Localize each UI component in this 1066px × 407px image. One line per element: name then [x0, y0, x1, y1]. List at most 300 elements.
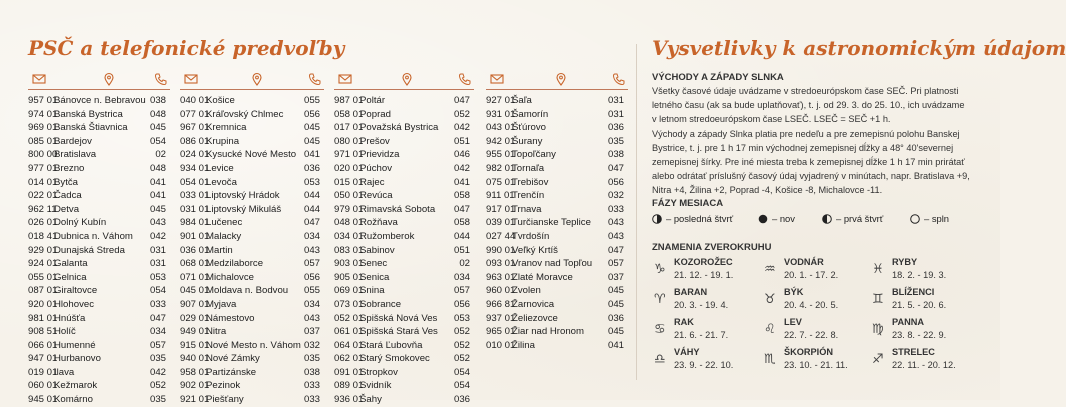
postal-row	[180, 244, 324, 258]
postal-row	[180, 379, 324, 393]
city-name: Martin	[206, 244, 233, 256]
postal-code: 048 01	[334, 217, 364, 229]
postal-code: 019 01	[28, 366, 58, 378]
postal-column-1	[28, 94, 170, 407]
city-name: Levoča	[206, 176, 237, 188]
postal-code: 091 01	[334, 366, 364, 378]
postal-code: 087 01	[28, 285, 58, 297]
postal-code: 984 01	[180, 217, 210, 229]
area-code: 055	[303, 95, 320, 106]
area-code: 057	[453, 285, 470, 297]
city-name: Piešťany	[206, 394, 244, 406]
aquarius-icon: ♒	[764, 262, 776, 277]
postal-code: 945 01	[28, 394, 58, 406]
postal-row	[334, 298, 474, 312]
area-code: 056	[303, 108, 320, 120]
zodiac-name: BÝK	[784, 287, 804, 297]
postal-row	[28, 148, 170, 162]
postal-row	[28, 325, 170, 339]
postal-row	[28, 393, 170, 407]
postal-code: 073 01	[334, 298, 364, 310]
postal-row	[180, 135, 324, 149]
sunrise-line: Všetky časové údaje uvádzame v stredoeurópskom čase SEČ. Pri platnosti	[652, 86, 959, 96]
city-name: Šaľa	[512, 95, 532, 106]
moon-heading: FÁZY MESIACA	[652, 198, 724, 209]
area-code: 047	[607, 244, 624, 256]
area-code: 042	[149, 230, 166, 242]
postal-code: 901 01	[180, 230, 210, 242]
postal-row	[486, 135, 628, 149]
area-code: 051	[453, 244, 470, 256]
postal-row	[486, 94, 628, 108]
postal-row	[28, 379, 170, 393]
envelope-icon	[32, 72, 46, 86]
postal-code: 071 01	[180, 271, 210, 283]
city-name: Poltár	[360, 95, 386, 106]
phone-icon	[612, 72, 626, 86]
postal-row	[334, 244, 474, 258]
area-code: 032	[303, 339, 320, 351]
postal-code: 034 01	[334, 230, 364, 242]
city-name: Banská Štiavnica	[54, 122, 128, 134]
zodiac-name: RAK	[674, 317, 694, 327]
postal-row	[334, 230, 474, 244]
city-name: Giraltovce	[54, 285, 98, 297]
area-code: 055	[303, 285, 320, 297]
postal-code: 974 01	[28, 108, 58, 120]
city-name: Hnúšťa	[54, 312, 86, 324]
area-code: 044	[303, 203, 320, 215]
area-code: 053	[303, 176, 320, 188]
postal-code: 024 01	[180, 149, 210, 161]
city-name: Sobrance	[360, 298, 402, 310]
area-code: 045	[303, 135, 320, 147]
postal-row	[486, 312, 628, 326]
phone-icon	[308, 72, 322, 86]
sunrise-line: Východy a západy Slnka platia pre nedeľu a pre zemepisnú polohu Banskej	[652, 128, 960, 139]
postal-code: 010 01	[486, 339, 516, 351]
area-code: 036	[607, 312, 624, 324]
area-code: 037	[607, 271, 624, 283]
area-code: 038	[303, 366, 320, 378]
postal-code: 054 01	[180, 176, 210, 188]
area-code: 037	[303, 326, 320, 338]
postal-code: 017 01	[334, 122, 364, 134]
postal-code: 015 01	[334, 176, 364, 188]
city-name: Bánovce n. Bebravou	[54, 95, 146, 106]
postal-code: 960 01	[486, 285, 516, 297]
city-name: Holíč	[54, 326, 76, 338]
city-name: Šurany	[512, 135, 543, 147]
area-code: 054	[149, 135, 166, 147]
city-name: Senec	[360, 258, 388, 270]
postal-row	[28, 366, 170, 380]
postal-row	[334, 94, 474, 108]
city-name: Košice	[206, 95, 235, 106]
postal-code: 069 01	[334, 285, 364, 297]
zodiac-sign	[764, 347, 874, 381]
postal-code: 029 01	[180, 312, 210, 324]
postal-row	[28, 271, 170, 285]
area-code: 047	[607, 162, 624, 174]
city-name: Bratislava	[54, 149, 97, 161]
postal-code: 800 00	[28, 149, 58, 161]
postal-code: 903 01	[334, 258, 364, 270]
city-name: Nové Mesto n. Váhom	[206, 339, 301, 351]
postal-row	[28, 216, 170, 230]
area-code: 058	[453, 190, 470, 202]
postal-code: 915 01	[180, 339, 210, 351]
postal-row	[486, 271, 628, 285]
area-code: 048	[149, 108, 166, 120]
city-name: Žarnovica	[512, 298, 555, 310]
postal-row	[334, 148, 474, 162]
city-name: Partizánske	[206, 366, 257, 378]
area-code: 042	[149, 366, 166, 378]
postal-row	[28, 135, 170, 149]
postal-row	[28, 284, 170, 298]
area-code: 034	[453, 271, 470, 283]
postal-code: 966 81	[486, 298, 516, 310]
area-code: 057	[303, 258, 320, 270]
area-code: 054	[453, 380, 470, 392]
postal-row	[180, 189, 324, 203]
city-name: Ilava	[54, 366, 75, 378]
postal-code: 979 01	[334, 203, 364, 215]
area-code: 042	[453, 162, 470, 174]
postal-code: 080 01	[334, 135, 364, 147]
postal-row	[486, 148, 628, 162]
postal-row	[486, 203, 628, 217]
postal-row	[334, 257, 474, 271]
postal-row	[180, 393, 324, 407]
area-code: 043	[607, 230, 624, 242]
leo-icon: ♌	[764, 322, 776, 337]
city-name: Veľký Krtíš	[512, 244, 558, 256]
postal-row	[334, 284, 474, 298]
area-code: 047	[303, 217, 320, 229]
zodiac-sign	[654, 287, 764, 321]
area-code: 035	[303, 353, 320, 365]
city-name: Spišská Stará Ves	[360, 326, 438, 338]
postal-code: 902 01	[180, 380, 210, 392]
postal-row	[180, 148, 324, 162]
city-name: Humenné	[54, 339, 96, 351]
city-name: Starý Smokovec	[360, 353, 430, 365]
area-code: 041	[607, 339, 624, 351]
city-name: Banská Bystrica	[54, 108, 123, 120]
postal-code: 064 01	[334, 339, 364, 351]
postal-row	[334, 366, 474, 380]
zodiac-name: PANNA	[892, 317, 924, 327]
city-name: Brezno	[54, 162, 85, 174]
area-code: 045	[149, 122, 166, 134]
map-pin-icon	[400, 72, 414, 86]
area-code: 032	[607, 190, 624, 202]
area-code: 044	[453, 230, 470, 242]
postal-row	[180, 298, 324, 312]
postal-code: 027 44	[486, 230, 516, 242]
postal-code: 045 01	[180, 285, 210, 297]
postal-code: 921 01	[180, 394, 210, 406]
postal-row	[486, 244, 628, 258]
area-code: 058	[453, 217, 470, 229]
postal-code: 908 51	[28, 326, 58, 338]
city-name: Nitra	[206, 326, 227, 338]
postal-row	[180, 325, 324, 339]
area-code: 036	[453, 394, 470, 406]
postal-code: 093 01	[486, 258, 516, 270]
moon-phase-label: – prvá štvrť	[836, 213, 884, 224]
postal-row	[28, 352, 170, 366]
area-code: 054	[453, 366, 470, 378]
column-header	[28, 72, 170, 90]
postal-row	[486, 108, 628, 122]
postal-code: 937 01	[486, 312, 516, 324]
area-code: 053	[453, 312, 470, 324]
postal-row	[334, 379, 474, 393]
postal-row	[180, 352, 324, 366]
area-code: 056	[453, 298, 470, 310]
area-code: 033	[303, 394, 320, 406]
city-name: Kráľovský Chlmec	[206, 108, 284, 120]
area-code: 043	[607, 217, 624, 229]
postal-code: 040 01	[180, 95, 210, 106]
aries-icon: ♈	[654, 292, 666, 307]
new-moon-icon	[758, 214, 768, 224]
zodiac-dates: 23. 9. - 22. 10.	[674, 360, 734, 370]
section-divider	[636, 44, 637, 380]
area-code: 041	[149, 190, 166, 202]
postal-code: 947 01	[28, 353, 58, 365]
sunrise-line: v letnom stredoeurópskom čase LSEČ. LSEČ = SEČ +1 h.	[652, 114, 891, 125]
sunrise-heading: VÝCHODY A ZÁPADY SLNKA	[652, 72, 784, 83]
area-code: 056	[607, 176, 624, 188]
postal-code: 920 01	[28, 298, 58, 310]
postal-code: 050 01	[334, 190, 364, 202]
map-pin-icon	[554, 72, 568, 86]
area-code: 047	[453, 203, 470, 215]
city-name: Trebišov	[512, 176, 549, 188]
city-name: Tornaľa	[512, 162, 545, 174]
postal-row	[486, 339, 628, 353]
postal-code: 026 01	[28, 217, 58, 229]
area-code: 041	[149, 176, 166, 188]
postal-code: 949 01	[180, 326, 210, 338]
area-code: 051	[453, 135, 470, 147]
postal-row	[28, 162, 170, 176]
postal-row	[28, 121, 170, 135]
moon-phase-label: – nov	[772, 213, 795, 224]
postal-row	[334, 176, 474, 190]
city-name: Liptovský Mikuláš	[206, 203, 282, 215]
area-code: 031	[149, 258, 166, 270]
city-name: Kežmarok	[54, 380, 98, 392]
zodiac-name: LEV	[784, 317, 802, 327]
postal-row	[28, 189, 170, 203]
postal-row	[180, 366, 324, 380]
city-name: Bytča	[54, 176, 78, 188]
zodiac-sign	[872, 347, 982, 381]
postal-code: 052 01	[334, 312, 364, 324]
postal-code: 981 01	[28, 312, 58, 324]
postal-code: 068 01	[180, 258, 210, 270]
moon-phase-label: – spln	[924, 213, 950, 224]
city-name: Michalovce	[206, 271, 254, 283]
area-code: 043	[303, 312, 320, 324]
header-rule	[28, 89, 170, 90]
envelope-icon	[184, 72, 198, 86]
postal-row	[180, 108, 324, 122]
zodiac-dates: 22. 7. - 22. 8.	[784, 330, 839, 340]
city-name: Pezinok	[206, 380, 241, 392]
postal-row	[334, 312, 474, 326]
zodiac-dates: 22. 11. - 20. 12.	[892, 360, 956, 370]
city-name: Turčianske Teplice	[512, 217, 591, 229]
area-code: 042	[453, 122, 470, 134]
city-name: Hlohovec	[54, 298, 94, 310]
city-name: Komárno	[54, 394, 93, 406]
astronomy-legend-title: Vysvetlivky k astronomickým údajom	[652, 36, 1066, 60]
postal-row	[180, 257, 324, 271]
postal-code: 965 01	[486, 326, 516, 338]
postal-code: 911 01	[486, 190, 515, 202]
area-code: 054	[149, 285, 166, 297]
sunrise-line: letného času (ak sa bude uplatňovať), t. j. od 29. 3. do 25. 10., ich uvádzame	[652, 100, 965, 111]
area-code: 045	[607, 285, 624, 297]
moon-phase	[758, 213, 795, 224]
city-name: Moldava n. Bodvou	[206, 285, 289, 297]
postal-code: 907 01	[180, 298, 210, 310]
area-code: 053	[149, 271, 166, 283]
city-name: Zlaté Moravce	[512, 271, 573, 283]
area-code: 02	[155, 149, 166, 161]
postal-code: 936 01	[334, 394, 364, 406]
libra-icon: ♎	[654, 352, 666, 367]
postal-row	[28, 230, 170, 244]
cancer-icon: ♋	[654, 322, 666, 337]
postal-row	[28, 312, 170, 326]
area-code: 043	[303, 244, 320, 256]
postal-code: 967 01	[180, 122, 210, 134]
postal-row	[486, 162, 628, 176]
city-name: Dubnica n. Váhom	[54, 230, 133, 242]
postal-code: 058 01	[334, 108, 364, 120]
city-name: Vranov nad Topľou	[512, 258, 593, 270]
postal-row	[334, 393, 474, 407]
city-name: Krupina	[206, 135, 240, 147]
postal-row	[180, 94, 324, 108]
area-code: 052	[453, 108, 470, 120]
postal-row	[28, 176, 170, 190]
city-name: Považská Bystrica	[360, 122, 439, 134]
gemini-icon: ♊	[872, 292, 884, 307]
city-name: Malacky	[206, 230, 242, 242]
area-code: 046	[453, 149, 470, 161]
zodiac-name: STRELEC	[892, 347, 935, 357]
postal-code: 022 01	[28, 190, 58, 202]
city-name: Medzilaborce	[206, 258, 264, 270]
city-name: Galanta	[54, 258, 88, 270]
postal-row	[486, 230, 628, 244]
header-rule	[334, 89, 474, 90]
sunrise-line: Nitra +4, Žilina +2, Poprad -4, Košice -8, Michalovce -11.	[652, 185, 883, 196]
area-code: 031	[607, 108, 624, 120]
area-code: 038	[607, 149, 624, 161]
phone-icon	[458, 72, 472, 86]
postal-row	[28, 94, 170, 108]
area-code: 057	[607, 258, 624, 270]
city-name: Hurbanovo	[54, 353, 101, 365]
header-rule	[486, 89, 628, 90]
zodiac-sign	[764, 317, 874, 351]
postal-code: 039 01	[486, 217, 516, 229]
capricorn-icon: ♑	[654, 262, 666, 277]
area-code: 034	[303, 230, 320, 242]
postal-row	[334, 352, 474, 366]
zodiac-sign	[654, 317, 764, 351]
area-code: 035	[149, 353, 166, 365]
postal-row	[486, 284, 628, 298]
city-name: Čadca	[54, 190, 82, 202]
phone-icon	[154, 72, 168, 86]
postal-code: 020 01	[334, 162, 364, 174]
postal-row	[486, 121, 628, 135]
city-name: Nové Zámky	[206, 353, 260, 365]
city-name: Žiar nad Hronom	[512, 326, 584, 338]
postal-row	[180, 271, 324, 285]
postal-row	[334, 108, 474, 122]
city-name: Tvrdošín	[512, 230, 550, 242]
map-pin-icon	[250, 72, 264, 86]
postal-code: 962 11	[28, 203, 57, 215]
city-name: Kremnica	[206, 122, 247, 134]
column-header	[486, 72, 628, 90]
area-code: 052	[149, 380, 166, 392]
postal-code: 917 01	[486, 203, 516, 215]
postal-row	[334, 339, 474, 353]
area-code: 045	[149, 203, 166, 215]
zodiac-name: VÁHY	[674, 347, 700, 357]
moon-phase	[652, 213, 733, 224]
area-code: 036	[303, 162, 320, 174]
city-name: Trnava	[512, 203, 542, 215]
area-code: 034	[149, 326, 166, 338]
area-code: 052	[453, 326, 470, 338]
area-code: 033	[607, 203, 624, 215]
postal-code: 060 01	[28, 380, 58, 392]
area-code: 047	[149, 312, 166, 324]
map-pin-icon	[102, 72, 116, 86]
postal-code: 075 01	[486, 176, 516, 188]
area-code: 047	[453, 95, 470, 106]
city-name: Ružomberok	[360, 230, 415, 242]
city-name: Šamorín	[512, 108, 549, 120]
area-code: 041	[303, 149, 320, 161]
area-code: 033	[149, 298, 166, 310]
postal-row	[334, 189, 474, 203]
postal-code: 061 01	[334, 326, 364, 338]
postal-row	[28, 244, 170, 258]
postal-row	[180, 216, 324, 230]
area-code: 031	[149, 244, 166, 256]
postal-code: 089 01	[334, 380, 364, 392]
column-header	[180, 72, 324, 90]
postal-row	[486, 176, 628, 190]
postal-code: 969 01	[28, 122, 58, 134]
postal-code: 990 01	[486, 244, 516, 256]
city-name: Sabinov	[360, 244, 395, 256]
